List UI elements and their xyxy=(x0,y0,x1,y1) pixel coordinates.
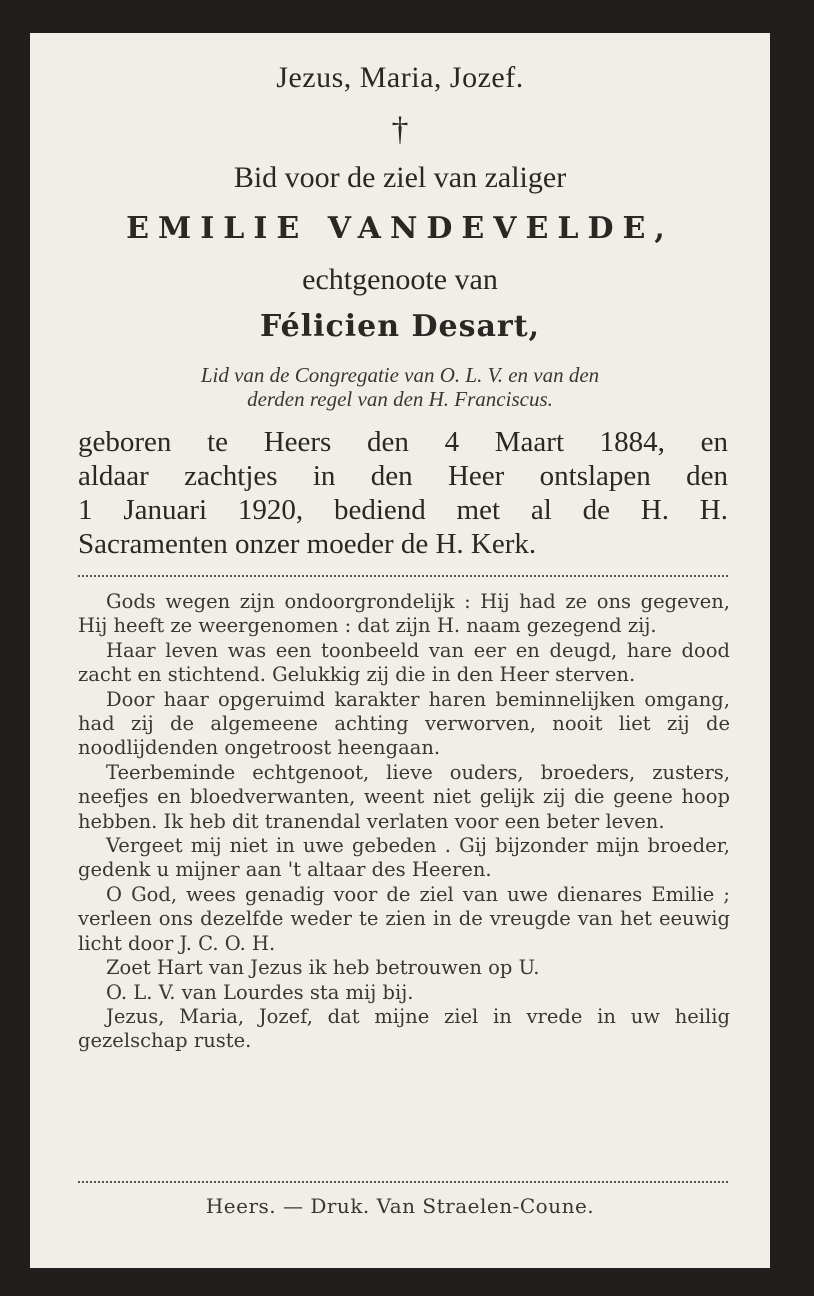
text-paragraph: Jezus, Maria, Jozef, dat mijne ziel in vrede in uw heilig gezelschap ruste. xyxy=(78,1004,730,1053)
invocation: Jezus, Maria, Jozef. xyxy=(276,61,524,94)
text-paragraph: Teerbeminde echtgenoot, lieve ouders, broeders, zusters, neefjes en bloedverwanten, weent niet gelijk zij die geene hoop hebben. Ik heb dit tranendal verlaten voor een beter leven. xyxy=(78,760,730,833)
printer-credit: Heers. — Druk. Van Straelen-Coune. xyxy=(205,1194,595,1218)
text-paragraph: Haar leven was een toonbeeld van eer en deugd, hare dood zacht en stichtend. Gelukkig zij die in den Heer sterven. xyxy=(78,638,730,687)
text-paragraph: Door haar opgeruimd karakter haren beminnelijken omgang, had zij de algemeene achting verworven, nooit liet zij de noodlijdenden ongetroost heengaan. xyxy=(78,687,730,760)
congregation-line: Lid van de Congregatie van O. L. V. en van den xyxy=(200,363,600,387)
prayer-line: Bid voor de ziel van zaliger xyxy=(233,161,567,194)
text-paragraph: O. L. V. van Lourdes sta mij bij. xyxy=(106,980,414,1004)
bio-line: aldaar zachtjes in den Heer ontslapen den xyxy=(78,460,728,492)
bio-line: geboren te Heers den 4 Maart 1884, en xyxy=(78,426,728,458)
card-paper xyxy=(30,33,770,1268)
divider xyxy=(78,1181,728,1183)
deceased-name: EMILIE VANDEVELDE, xyxy=(126,211,674,246)
cross-icon: † xyxy=(391,111,409,148)
divider xyxy=(78,575,728,577)
text-paragraph: Vergeet mij niet in uwe gebeden . Gij bijzonder mijn broeder, gedenk u mijner aan 't altaar des Heeren. xyxy=(78,834,730,882)
congregation-note xyxy=(30,363,770,411)
prayer-text xyxy=(78,590,730,1054)
relation-line: echtgenoote van xyxy=(302,263,498,296)
text-paragraph: Zoet Hart van Jezus ik heb betrouwen op U. xyxy=(106,956,540,980)
spouse-name: Félicien Desart, xyxy=(259,309,541,344)
congregation-line: derden regel van den H. Franciscus. xyxy=(247,387,553,411)
bio-line: 1 Januari 1920, bediend met al de H. H. xyxy=(78,494,728,526)
bio-line: Sacramenten onzer moeder de H. Kerk. xyxy=(78,528,537,560)
text-paragraph: Gods wegen zijn ondoorgrondelijk : Hij had ze ons gegeven, Hij heeft ze weergenomen : dat zijn H. naam gezegend zij. xyxy=(78,590,730,638)
text-paragraph: O God, wees genadig voor de ziel van uwe dienares Emilie ; verleen ons dezelfde weder te zien in de vreugde van het eeuwig licht door J. C. O. H. xyxy=(78,882,730,955)
